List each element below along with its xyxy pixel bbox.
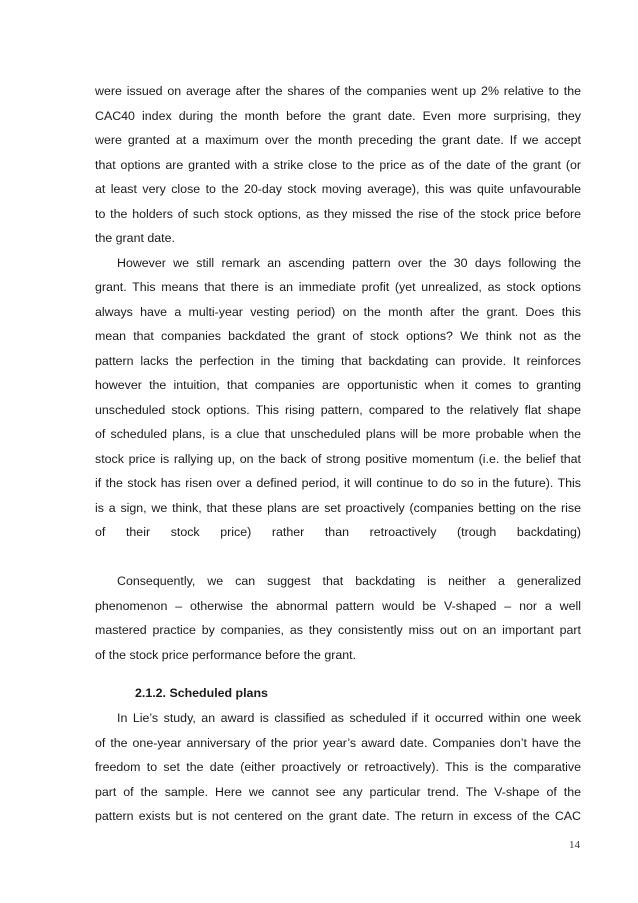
text-line: mean that companies backdated the grant of stock options? We think not as the xyxy=(95,329,581,343)
text-line xyxy=(95,545,581,570)
text-line: at least very close to the 20-day stock moving average), this was quite unfavourable xyxy=(95,182,581,196)
text-line: CAC40 index during the month before the grant date. Even more surprising, they xyxy=(95,108,581,123)
text-line: grant. This means that there is an immediate profit (yet unrealized, as stock options xyxy=(95,280,581,294)
text-line: if the stock has risen over a defined period, it will continue to do so in the future). This xyxy=(95,476,581,490)
text-line: of their stock price) rather than retroactively (trough backdating) xyxy=(95,525,581,539)
text-line: of scheduled plans, is a clue that unscheduled plans will be more probable when the xyxy=(95,427,581,441)
text-line: of the one-year anniversary of the prior year’s award date. Companies don’t have the xyxy=(95,735,581,750)
text-line: However we still remark an ascending pattern over the 30 days following the xyxy=(117,255,581,270)
text-line: of the stock price performance before the grant. xyxy=(95,647,357,662)
text-line: however the intuition, that companies are opportunistic when it comes to granting xyxy=(95,378,581,392)
text-line: unscheduled stock options. This rising pattern, compared to the relatively flat shape xyxy=(95,402,581,417)
text-line: pattern exists but is not centered on the grant date. The return in excess of the CAC xyxy=(95,809,581,823)
text-line: is a sign, we think, that these plans are set proactively (companies betting on the rise xyxy=(95,500,581,515)
page-number: 14 xyxy=(569,839,580,851)
text-line: stock price is rallying up, on the back of strong positive momentum (i.e. the belief that xyxy=(95,451,581,466)
text-line: part of the sample. Here we cannot see any particular trend. The V-shape of the xyxy=(95,784,581,799)
section-heading: 2.1.2. Scheduled plans xyxy=(135,686,268,700)
body-text-block xyxy=(95,79,581,667)
text-line: to the holders of such stock options, as they missed the rise of the stock price before xyxy=(95,206,581,221)
text-line: were granted at a maximum over the month preceding the grant date. If we accept xyxy=(95,133,581,147)
body-text-block xyxy=(95,706,581,829)
text-line: In Lie’s study, an award is classified as scheduled if it occurred within one week xyxy=(117,711,581,725)
text-line: phenomenon – otherwise the abnormal pattern would be V-shaped – nor a well xyxy=(95,598,581,613)
text-line: the grant date. xyxy=(95,231,175,245)
text-line: always have a multi-year vesting period) on the month after the grant. Does this xyxy=(95,304,581,319)
text-line: Consequently, we can suggest that backdating is neither a generalized xyxy=(117,574,581,588)
text-line: freedom to set the date (either proactively or retroactively). This is the comparative xyxy=(95,760,581,774)
text-line: that options are granted with a strike close to the price as of the date of the grant (or xyxy=(95,157,581,172)
text-line: were issued on average after the shares of the companies went up 2% relative to the xyxy=(95,84,581,98)
text-line: pattern lacks the perfection in the timing that backdating can provide. It reinforces xyxy=(95,353,581,368)
text-line: mastered practice by companies, as they consistently miss out on an important part xyxy=(95,623,581,637)
